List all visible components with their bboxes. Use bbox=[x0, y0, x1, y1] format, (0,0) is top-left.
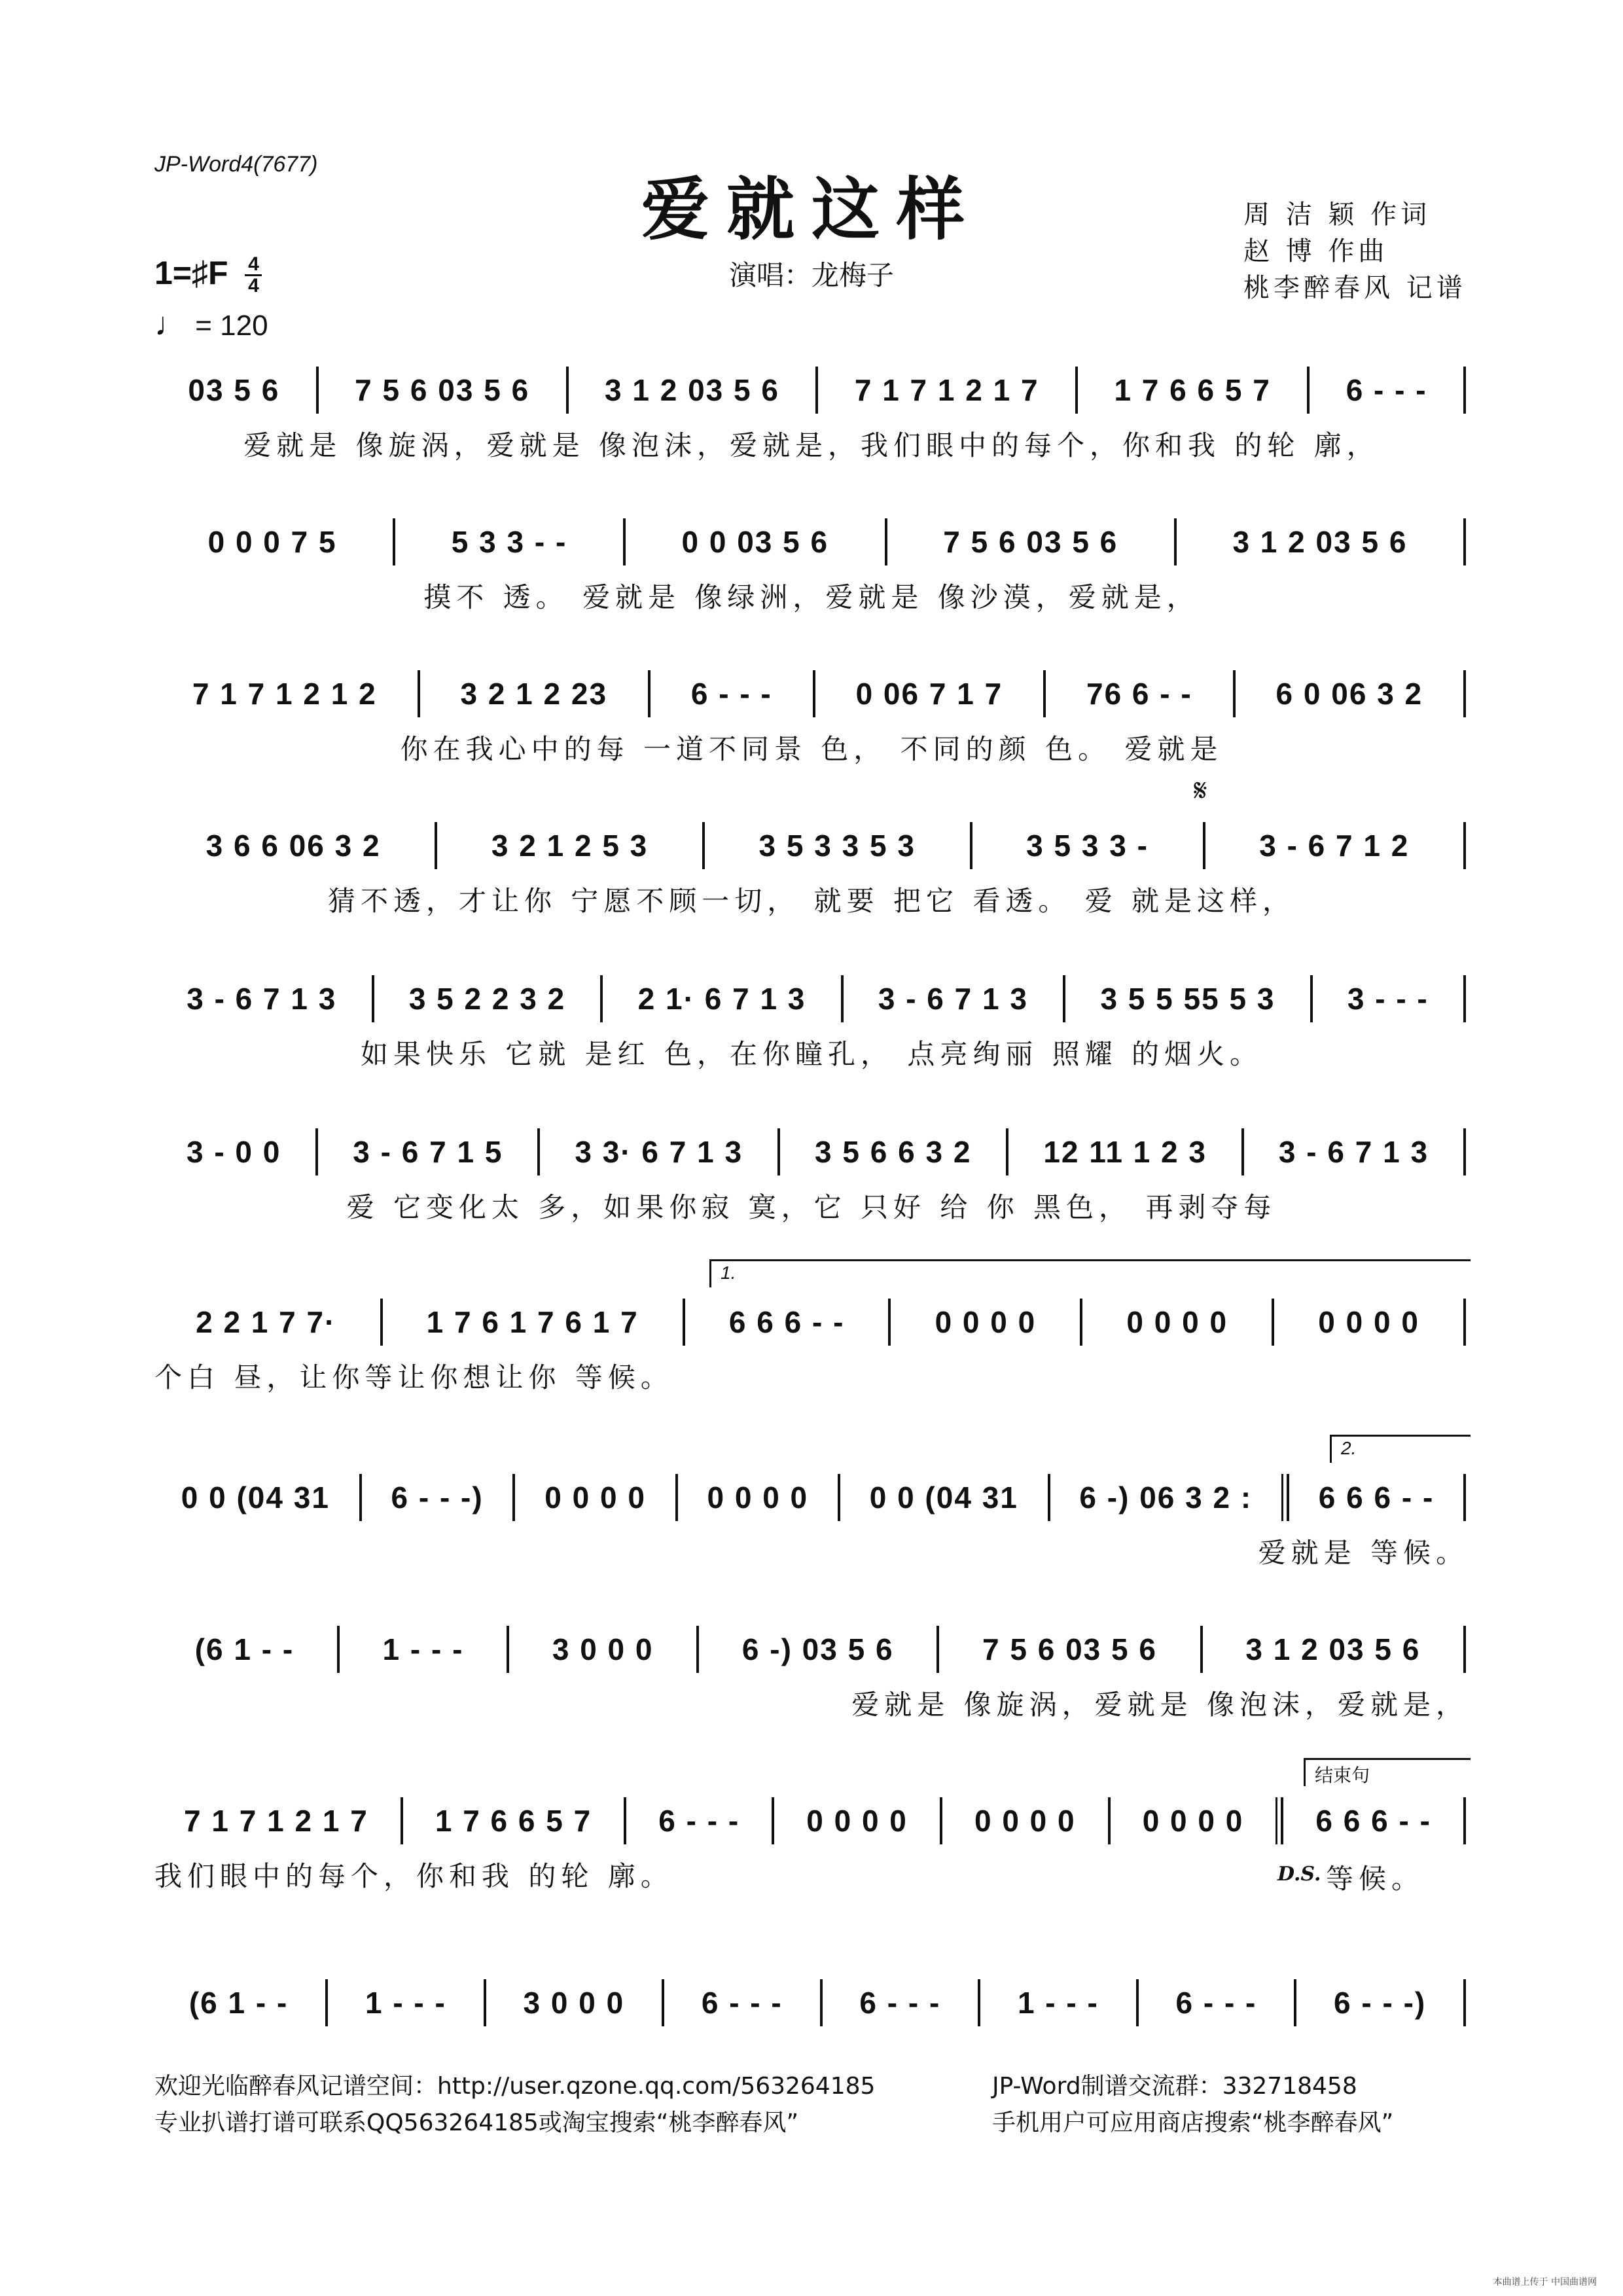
measure: 7 1 7 1 2 1 7 bbox=[184, 1804, 368, 1838]
measure: 0 0 0 0 bbox=[935, 1305, 1037, 1339]
notation-row bbox=[154, 973, 1469, 1025]
barline bbox=[1294, 1979, 1296, 2026]
measure: 3 - 6 7 1 5 bbox=[353, 1135, 503, 1169]
footer-right-line-1: JP-Word制谱交流群：332718458 bbox=[992, 2073, 1357, 2100]
lyrics-line: 个白 昼，让你等让你想让你 等候。 bbox=[154, 1361, 673, 1393]
barline bbox=[600, 975, 603, 1022]
measure: (6 1 - - bbox=[188, 1986, 289, 2020]
volta-bracket bbox=[709, 1259, 1471, 1287]
measure: 6 - - -) bbox=[391, 1480, 484, 1515]
measure: 6 -) 03 5 6 bbox=[741, 1632, 894, 1666]
barline bbox=[1048, 1474, 1050, 1521]
barline bbox=[566, 367, 569, 414]
score-system bbox=[154, 772, 1469, 963]
footer-right-line-2: 手机用户可应用商店搜索“桃李醉春风” bbox=[992, 2109, 1394, 2136]
measure: 1 7 6 6 5 7 bbox=[1114, 373, 1271, 407]
barline bbox=[1463, 1474, 1466, 1521]
barline bbox=[1063, 975, 1065, 1022]
barline bbox=[435, 822, 437, 869]
measure: 0 06 7 1 7 bbox=[855, 677, 1003, 711]
measure: 12 11 1 2 3 bbox=[1043, 1135, 1207, 1169]
barline bbox=[696, 1626, 699, 1673]
barline bbox=[401, 1797, 403, 1844]
measure: 03 5 6 bbox=[188, 373, 280, 407]
barline bbox=[337, 1626, 340, 1673]
measure: 3 5 6 6 3 2 bbox=[815, 1135, 972, 1169]
measure: 0 0 0 0 bbox=[1318, 1305, 1419, 1339]
notation-row bbox=[154, 364, 1469, 416]
measure: 3 1 2 03 5 6 bbox=[1232, 525, 1408, 559]
barline bbox=[1281, 1474, 1289, 1521]
score-system bbox=[154, 516, 1469, 660]
score-system bbox=[154, 364, 1469, 508]
lyrics-line: 猜不透，才让你 宁愿不顾一切， 就要 把它 看透。 爱 就是这样， bbox=[327, 885, 1296, 917]
measure: 0 0 0 0 bbox=[1126, 1305, 1228, 1339]
lyrics-line: 爱就是 等候。 bbox=[1258, 1537, 1469, 1569]
barline bbox=[815, 367, 818, 414]
measure: 3 5 3 3 5 3 bbox=[758, 829, 916, 863]
notation-row bbox=[154, 1471, 1469, 1524]
barline bbox=[1463, 1979, 1466, 2026]
volta-label: 2. bbox=[1341, 1438, 1357, 1458]
measure: 6 -) 06 3 2 : bbox=[1079, 1480, 1253, 1515]
barline bbox=[841, 975, 844, 1022]
measure: 3 5 3 3 - bbox=[1026, 829, 1149, 863]
lyrics-line: 你在我心中的每 一道不同景 色， 不同的颜 色。 爱就是 bbox=[400, 733, 1223, 765]
barline bbox=[418, 670, 420, 717]
measure: 6 - - - bbox=[658, 1804, 740, 1838]
barline bbox=[1200, 1626, 1203, 1673]
measure: 3 6 6 06 3 2 bbox=[205, 829, 381, 863]
measure: 6 6 6 - - bbox=[1315, 1804, 1431, 1838]
measure: 3 1 2 03 5 6 bbox=[1245, 1632, 1421, 1666]
time-denominator: 4 bbox=[248, 275, 259, 297]
score-system bbox=[154, 973, 1469, 1117]
singer: 演唱：龙梅子 bbox=[728, 259, 894, 291]
barline bbox=[838, 1474, 840, 1521]
volta-label: 1. bbox=[721, 1263, 736, 1283]
footer-left bbox=[154, 2068, 875, 2142]
measure: 3 3· 6 7 1 3 bbox=[575, 1135, 743, 1169]
measure: 1 - - - bbox=[365, 1986, 446, 2020]
barline bbox=[777, 1128, 780, 1175]
measure: 3 - 6 7 1 3 bbox=[878, 982, 1028, 1016]
measure: 0 0 0 0 bbox=[974, 1804, 1076, 1838]
barline bbox=[316, 367, 319, 414]
notation-row bbox=[154, 819, 1469, 872]
barline bbox=[484, 1979, 486, 2026]
barline bbox=[315, 1128, 318, 1175]
barline bbox=[623, 518, 626, 565]
barline bbox=[1463, 822, 1466, 869]
measure: 3 - 6 7 1 3 bbox=[1278, 1135, 1429, 1169]
time-numerator: 4 bbox=[248, 253, 259, 276]
measure: 1 - - - bbox=[1017, 1986, 1099, 2020]
barline bbox=[1043, 670, 1046, 717]
key-signature bbox=[154, 254, 262, 296]
notation-row bbox=[154, 516, 1469, 568]
credits bbox=[1243, 196, 1467, 306]
barline bbox=[1203, 822, 1205, 869]
measure: 0 0 (04 31 bbox=[869, 1480, 1018, 1515]
barline bbox=[359, 1474, 362, 1521]
barline bbox=[702, 822, 705, 869]
barline bbox=[772, 1797, 774, 1844]
measure: 1 7 6 1 7 6 1 7 bbox=[426, 1305, 639, 1339]
measure: 7 5 6 03 5 6 bbox=[943, 525, 1118, 559]
measure: 6 - - - bbox=[859, 1986, 941, 2020]
measure: 3 - 0 0 bbox=[186, 1135, 281, 1169]
measure: 2 1· 6 7 1 3 bbox=[637, 982, 806, 1016]
volta-bracket bbox=[1330, 1435, 1471, 1463]
measure: 6 - - -) bbox=[1334, 1986, 1427, 2020]
notation-row bbox=[154, 1296, 1469, 1348]
measure: 6 6 6 - - bbox=[1318, 1480, 1435, 1515]
software-version: JP-Word4(7677) bbox=[154, 152, 318, 177]
barline bbox=[1463, 975, 1466, 1022]
measure: 6 - - - bbox=[1346, 373, 1427, 407]
measure: 0 0 03 5 6 bbox=[681, 525, 829, 559]
barline bbox=[662, 1979, 664, 2026]
lyrics-line: 我们眼中的每个，你和我 的轮 廓。 bbox=[154, 1860, 673, 1892]
measure: 76 6 - - bbox=[1086, 677, 1192, 711]
measure: 3 1 2 03 5 6 bbox=[605, 373, 779, 407]
measure: 6 6 6 - - bbox=[728, 1305, 845, 1339]
barline bbox=[1463, 1299, 1466, 1346]
notation-row bbox=[154, 1126, 1469, 1178]
measure: 0 0 0 7 5 bbox=[207, 525, 337, 559]
segno-icon: 𝄋 bbox=[1194, 772, 1207, 809]
watermark: 本曲谱上传于 中国曲谱网 bbox=[1493, 2277, 1597, 2287]
barline bbox=[888, 1299, 891, 1346]
tempo-value: = 120 bbox=[195, 310, 268, 342]
measure: 3 0 0 0 bbox=[523, 1986, 625, 2020]
barline bbox=[393, 518, 395, 565]
measure: 7 1 7 1 2 1 7 bbox=[854, 373, 1039, 407]
measure: 3 5 2 2 3 2 bbox=[408, 982, 566, 1016]
barline bbox=[978, 1979, 980, 2026]
measure: 3 5 5 55 5 3 bbox=[1100, 982, 1275, 1016]
measure: 7 5 6 03 5 6 bbox=[355, 373, 530, 407]
transcriber-credit: 桃李醉春风 记谱 bbox=[1243, 273, 1467, 303]
barline bbox=[1275, 1797, 1283, 1844]
barline bbox=[1310, 975, 1313, 1022]
barline bbox=[1241, 1128, 1244, 1175]
barline bbox=[885, 518, 887, 565]
notation-row bbox=[154, 668, 1469, 720]
lyrics-line: 摸不 透。 爱就是 像绿洲，爱就是 像沙漠，爱就是， bbox=[423, 581, 1200, 613]
barline bbox=[624, 1797, 626, 1844]
measure: 6 0 06 3 2 bbox=[1275, 677, 1423, 711]
barline bbox=[675, 1474, 678, 1521]
measure: 3 - 6 7 1 2 bbox=[1259, 829, 1410, 863]
score-system bbox=[154, 1438, 1469, 1615]
barline bbox=[1463, 518, 1466, 565]
ending-lyrics: 等候。 bbox=[1326, 1863, 1425, 1895]
measure: 7 1 7 1 2 1 2 bbox=[192, 677, 377, 711]
measure: 3 2 1 2 23 bbox=[460, 677, 608, 711]
dal-segno-marking: D.S. bbox=[1277, 1863, 1321, 1886]
measure: 0 0 0 0 bbox=[707, 1480, 809, 1515]
lyrics-line: 爱就是 像旋涡，爱就是 像泡沫，爱就是， bbox=[851, 1689, 1469, 1721]
measure: 6 - - - bbox=[1175, 1986, 1257, 2020]
barline bbox=[1272, 1299, 1274, 1346]
barline bbox=[940, 1797, 942, 1844]
barline bbox=[537, 1128, 540, 1175]
measure: 1 - - - bbox=[382, 1632, 464, 1666]
notation-row bbox=[154, 1795, 1469, 1847]
barline bbox=[325, 1979, 328, 2026]
score-system bbox=[154, 1263, 1469, 1440]
score-system bbox=[154, 1623, 1469, 1767]
composer-credit: 赵 博 作曲 bbox=[1243, 236, 1389, 266]
footer-right bbox=[992, 2068, 1393, 2142]
time-signature bbox=[245, 255, 262, 296]
barline bbox=[372, 975, 374, 1022]
barline bbox=[512, 1474, 515, 1521]
footer-left-line-1: 欢迎光临醉春风记谱空间：http://user.qzone.qq.com/563264185 bbox=[154, 2073, 876, 2100]
barline bbox=[507, 1626, 509, 1673]
measure: 0 0 0 0 bbox=[544, 1480, 646, 1515]
measure: 0 0 (04 31 bbox=[181, 1480, 330, 1515]
lyricist-credit: 周 洁 颖 作词 bbox=[1243, 200, 1431, 230]
notation-row bbox=[154, 1623, 1469, 1676]
barline bbox=[936, 1626, 939, 1673]
score-system bbox=[154, 668, 1469, 812]
score-system bbox=[154, 1126, 1469, 1270]
notation-row bbox=[154, 1977, 1469, 2029]
measure: 3 2 1 2 5 3 bbox=[491, 829, 649, 863]
measure: 0 0 0 0 bbox=[1142, 1804, 1244, 1838]
quarter-note-icon: ♩ bbox=[154, 306, 187, 342]
key-label: 1=♯F bbox=[154, 255, 228, 291]
barline bbox=[1136, 1979, 1139, 2026]
barline bbox=[1463, 367, 1466, 414]
song-title: 爱就这样 bbox=[641, 169, 982, 249]
measure: 3 - - - bbox=[1347, 982, 1429, 1016]
barline bbox=[1463, 1626, 1466, 1673]
barline bbox=[648, 670, 651, 717]
barline bbox=[970, 822, 972, 869]
barline bbox=[683, 1299, 685, 1346]
barline bbox=[1463, 1797, 1466, 1844]
ending-label: 结束句 bbox=[1315, 1765, 1370, 1785]
barline bbox=[1174, 518, 1177, 565]
barline bbox=[380, 1299, 383, 1346]
lyrics-line: 爱就是 像旋涡，爱就是 像泡沫，爱就是，我们眼中的每个，你和我 的轮 廓， bbox=[243, 429, 1380, 461]
barline bbox=[1075, 367, 1078, 414]
score-system bbox=[154, 1765, 1469, 1939]
barline bbox=[813, 670, 815, 717]
measure: 7 5 6 03 5 6 bbox=[982, 1632, 1157, 1666]
measure: 1 7 6 6 5 7 bbox=[435, 1804, 592, 1838]
barline bbox=[820, 1979, 823, 2026]
tempo-marking bbox=[154, 305, 268, 343]
measure: 5 3 3 - - bbox=[451, 525, 567, 559]
ending-bracket bbox=[1304, 1758, 1471, 1786]
barline bbox=[1463, 1128, 1466, 1175]
measure: 6 - - - bbox=[690, 677, 772, 711]
footer-left-line-2: 专业扒谱打谱可联系QQ563264185或淘宝搜索“桃李醉春风” bbox=[154, 2109, 799, 2136]
measure: 3 0 0 0 bbox=[552, 1632, 654, 1666]
measure: 6 - - - bbox=[701, 1986, 783, 2020]
barline bbox=[1108, 1797, 1111, 1844]
lyrics-line: 如果快乐 它就 是红 色，在你瞳孔， 点亮绚丽 照耀 的烟火。 bbox=[360, 1038, 1263, 1070]
barline bbox=[1307, 367, 1310, 414]
barline bbox=[1233, 670, 1236, 717]
barline bbox=[1080, 1299, 1082, 1346]
measure: (6 1 - - bbox=[194, 1632, 294, 1666]
barline bbox=[1006, 1128, 1008, 1175]
measure: 2 2 1 7 7· bbox=[196, 1305, 336, 1339]
lyrics-line: 爱 它变化太 多，如果你寂 寞，它 只好 给 你 黑色， 再剥夺每 bbox=[346, 1191, 1277, 1223]
measure: 0 0 0 0 bbox=[806, 1804, 908, 1838]
barline bbox=[1463, 670, 1466, 717]
measure: 3 - 6 7 1 3 bbox=[187, 982, 337, 1016]
